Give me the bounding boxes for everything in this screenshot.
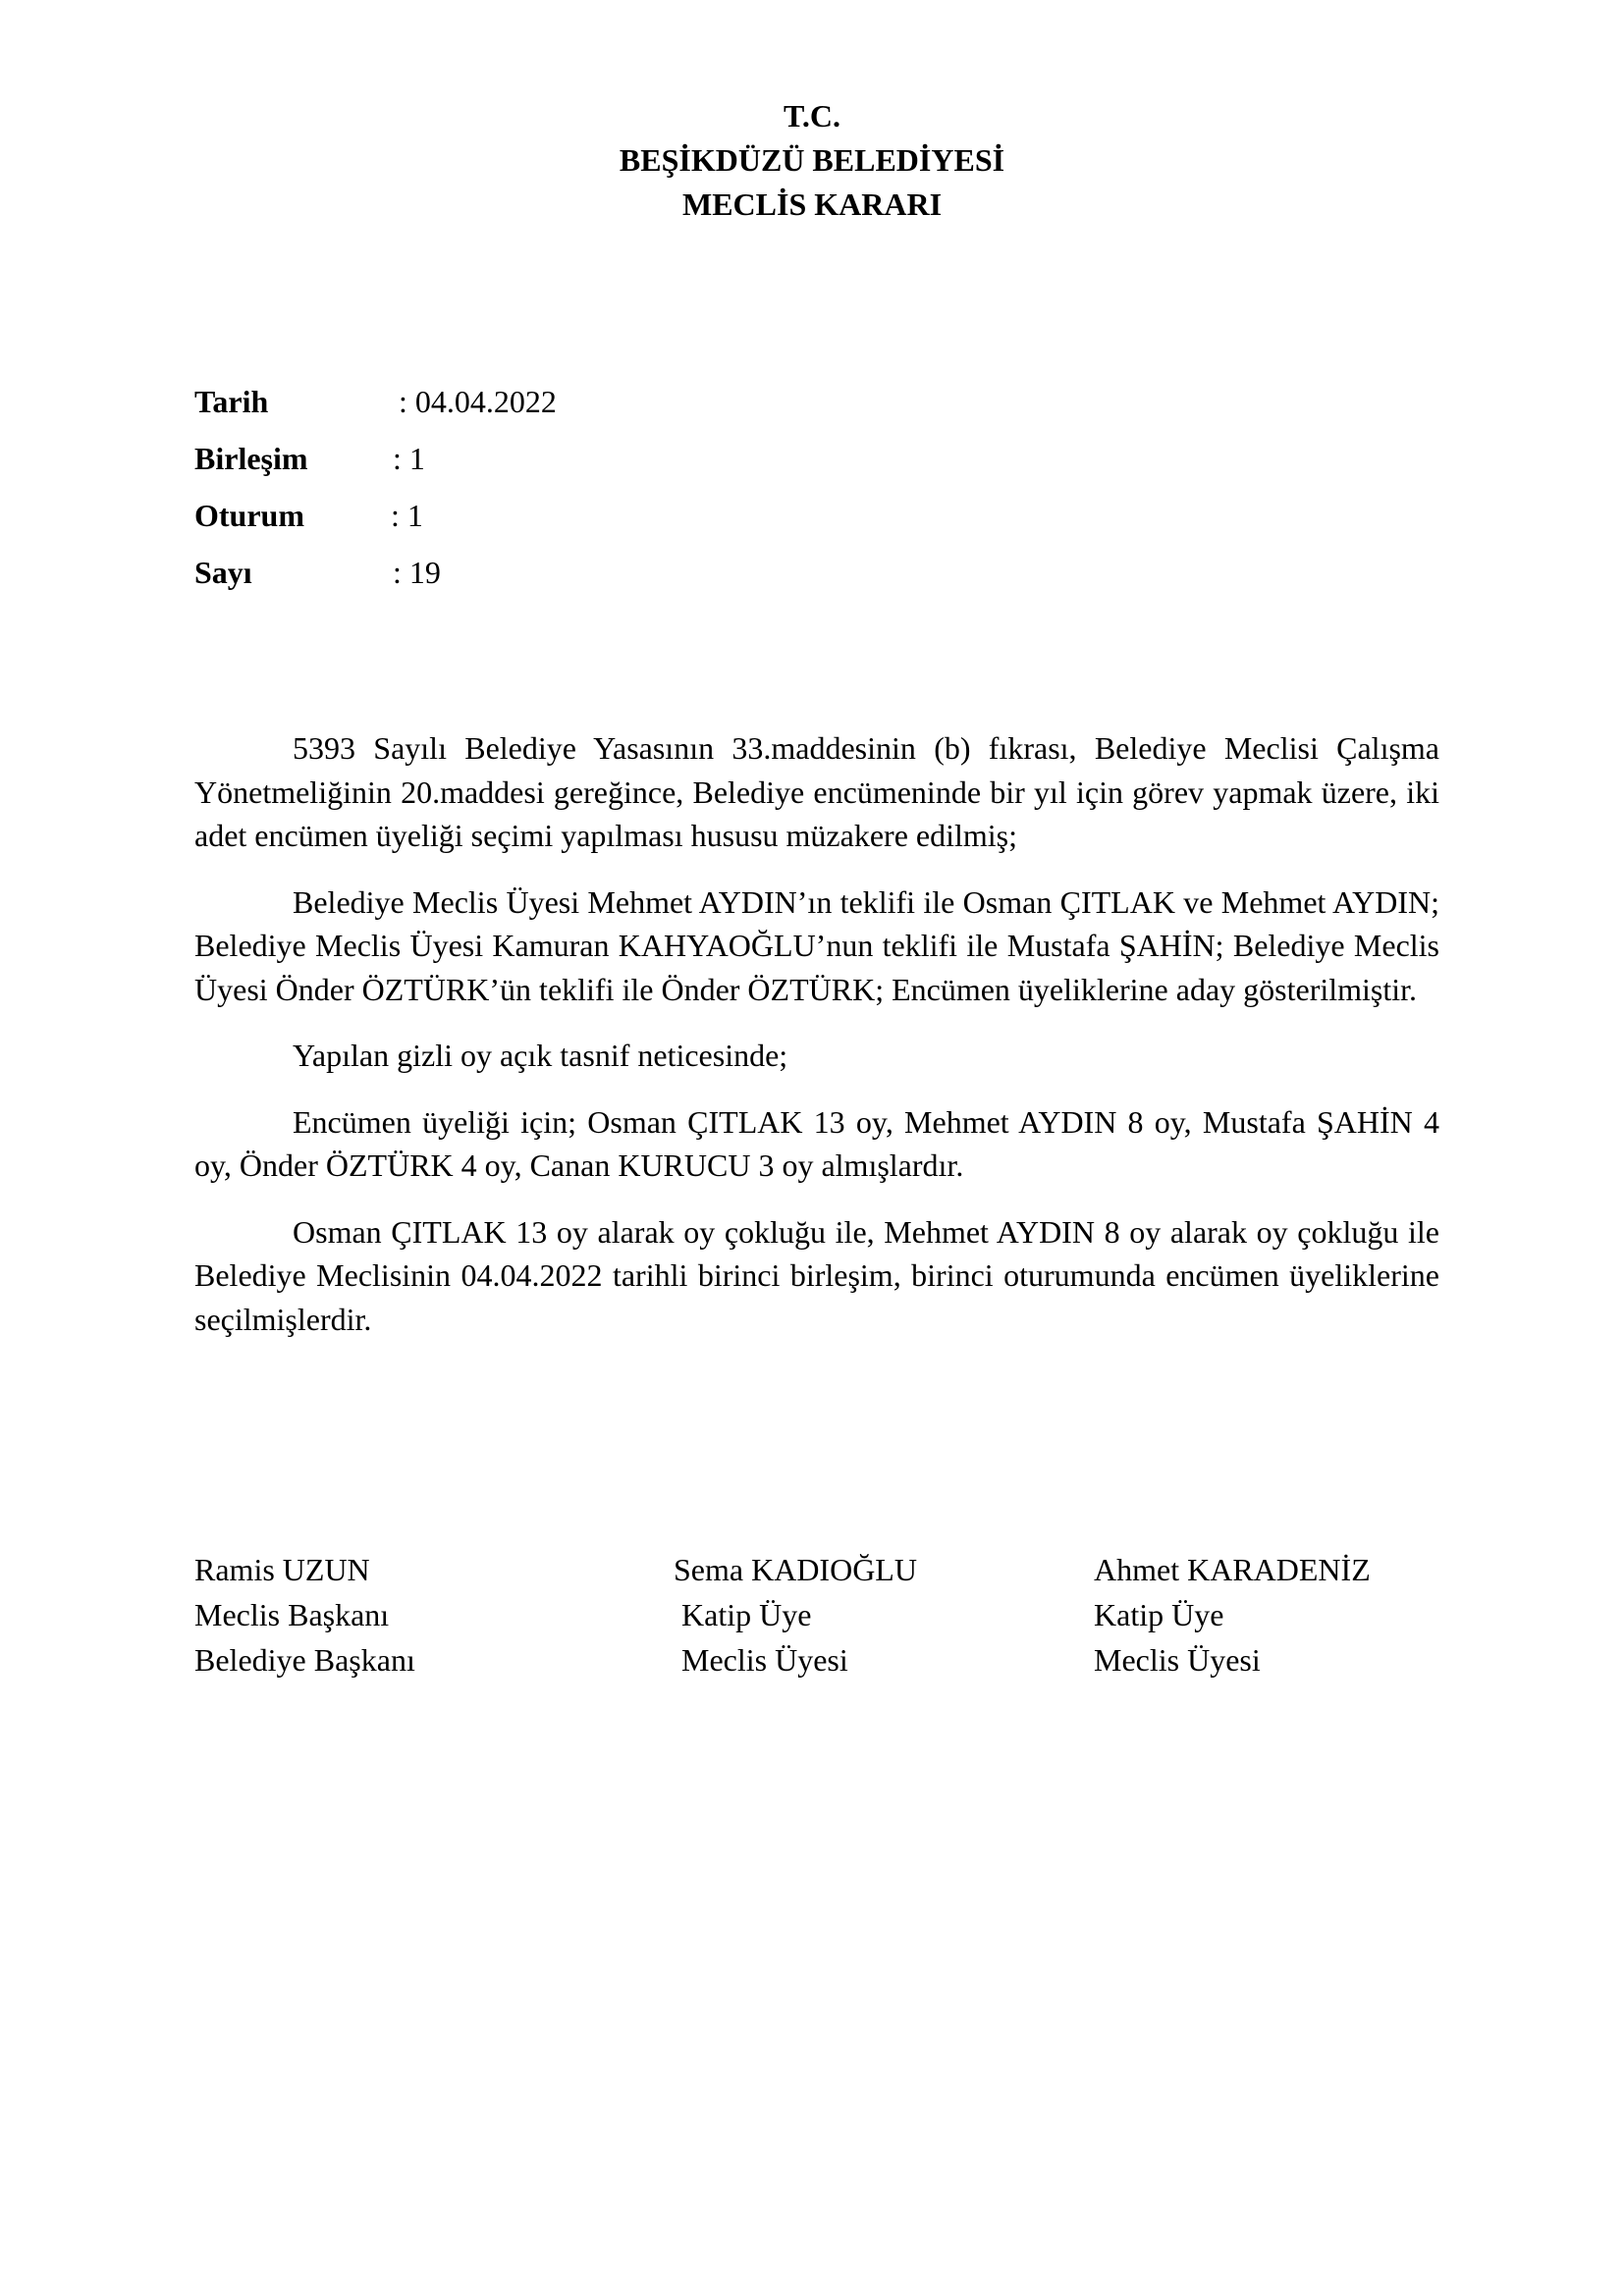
signature-chairman: [194, 1547, 415, 1682]
signature-clerk-1: [674, 1547, 917, 1682]
signature-name: Ramis UZUN: [194, 1552, 370, 1587]
meta-value: : 04.04.2022: [399, 384, 557, 419]
body-paragraph: Osman ÇITLAK 13 oy alarak oy çokluğu ile, Mehmet AYDIN 8 oy alarak oy çokluğu ile Belediye Meclisinin 04.04.2022 tarihli birinci birleşim, birinci oturumunda encümen üyeliklerine seçilmişlerdir.: [194, 1213, 1439, 1337]
signature-title: Meclis Başkanı: [194, 1597, 390, 1632]
body-paragraph: Encümen üyeliği için; Osman ÇITLAK 13 oy, Mehmet AYDIN 8 oy, Mustafa ŞAHİN 4 oy, Önder ÖZTÜRK 4 oy, Canan KURUCU 3 oy almışlardır.: [194, 1103, 1439, 1183]
signature-title: Belediye Başkanı: [194, 1642, 415, 1678]
meta-value: : 19: [393, 555, 441, 590]
decision-body: [194, 726, 1439, 1363]
signature-name: Sema KADIOĞLU: [674, 1552, 917, 1587]
signature-title: Katip Üye: [1094, 1597, 1224, 1632]
document-header: [0, 94, 1624, 227]
header-tc: T.C.: [783, 98, 841, 133]
signature-title: Katip Üye: [674, 1597, 812, 1632]
meta-value: : 1: [393, 441, 425, 476]
meta-value: : 1: [391, 498, 423, 533]
signature-title: Meclis Üyesi: [674, 1642, 848, 1678]
signature-title: Meclis Üyesi: [1094, 1642, 1261, 1678]
meta-label: Tarih: [194, 384, 269, 419]
body-paragraph: Yapılan gizli oy açık tasnif neticesinde;: [293, 1038, 788, 1073]
body-paragraph: Belediye Meclis Üyesi Mehmet AYDIN’ın teklifi ile Osman ÇITLAK ve Mehmet AYDIN; Belediye Meclis Üyesi Kamuran KAHYAOĞLU’nun teklifi ile Mustafa ŞAHİN; Belediye Meclis Üyesi Önder ÖZTÜRK’ün teklifi ile Önder ÖZTÜRK; Encümen üyeliklerine aday gösterilmiştir.: [194, 883, 1439, 1007]
meta-label: Sayı: [194, 555, 252, 590]
signature-name: Ahmet KARADENİZ: [1094, 1552, 1371, 1587]
header-decision-title: MECLİS KARARI: [681, 187, 943, 222]
header-municipality: BEŞİKDÜZÜ BELEDİYESİ: [619, 142, 1005, 178]
meta-label: Oturum: [194, 498, 304, 533]
signature-clerk-2: [1094, 1547, 1371, 1682]
body-paragraph: 5393 Sayılı Belediye Yasasının 33.maddesinin (b) fıkrası, Belediye Meclisi Çalışma Yönetmeliğinin 20.maddesi gereğince, Belediye encümeninde bir yıl için görev yapmak üzere, iki adet encümen üyeliği seçimi yapılması hususu müzakere edilmiş;: [194, 730, 1439, 853]
meta-label: Birleşim: [194, 441, 308, 476]
